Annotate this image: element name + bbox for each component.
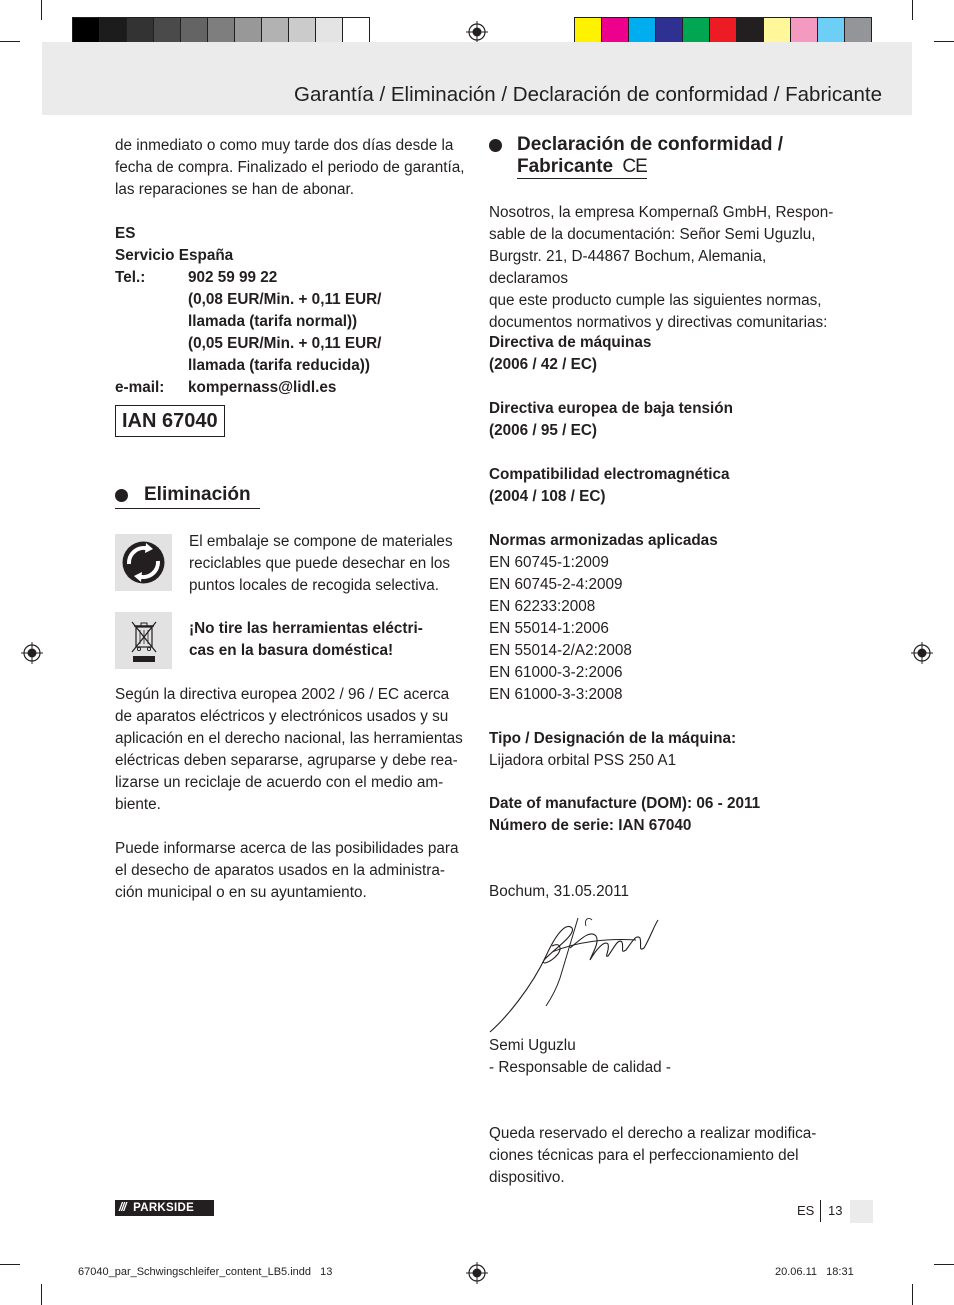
signature-image: [486, 908, 676, 1036]
declaration-intro: [489, 202, 849, 334]
directive-number: (2006 / 42 / EC): [489, 356, 597, 373]
machine-type: [489, 728, 849, 772]
service-contact: [115, 223, 475, 399]
directive-emc: [489, 464, 849, 508]
recycling-icon: [115, 534, 172, 591]
text-line: fecha de compra. Finalizado el periodo de garantía,: [115, 159, 465, 176]
section-underline: [517, 156, 647, 179]
serial-number: Número de serie: IAN 67040: [489, 817, 692, 834]
registration-mark-icon: [466, 21, 488, 43]
norm-item: EN 61000-3-2:2006: [489, 664, 623, 681]
weee-directive-paragraph: [115, 684, 475, 816]
directive-number: (2004 / 108 / EC): [489, 488, 606, 505]
page-title: Garantía / Eliminación / Declaración de conformidad / Fabricante: [294, 83, 882, 106]
recycling-icon-box: [115, 534, 172, 591]
norm-item: EN 60745-2-4:2009: [489, 576, 623, 593]
tel-rate: llamada (tarifa reducida)): [188, 357, 370, 374]
directive-name: Directiva europea de baja tensión: [489, 400, 733, 417]
text-line: dispositivo.: [489, 1169, 565, 1186]
crossed-out-bin-icon: [115, 612, 172, 669]
text-line: de inmediato o como muy tarde dos días desde la: [115, 137, 454, 154]
text-line: ¡No tire las herramientas eléctri-: [189, 620, 423, 637]
conformity-heading: [517, 134, 857, 179]
weee-icon-box: [115, 612, 172, 669]
text-line: Según la directiva europea 2002 / 96 / EC acerca: [115, 686, 450, 703]
text-line: lizarse un reciclaje de acuerdo con el medio am-: [115, 774, 444, 791]
norms-heading: Normas armonizadas aplicadas: [489, 532, 718, 549]
municipal-info-paragraph: [115, 838, 475, 904]
text-line: Nosotros, la empresa Kompernaß GmbH, Respon-: [489, 204, 834, 221]
tel-rate: llamada (tarifa normal)): [188, 313, 358, 330]
text-line: sable de la documentación: Señor Semi Uguzlu,: [489, 226, 816, 243]
email-label: e-mail:: [115, 379, 165, 396]
weee-warning: [189, 618, 469, 662]
section-underline: [115, 484, 260, 509]
text-line: eléctricas deben separarse, agruparse y debe rea-: [115, 752, 458, 769]
type-value: Lijadora orbital PSS 250 A1: [489, 752, 677, 769]
text-line: las reparaciones se han de abonar.: [115, 181, 354, 198]
disposal-heading: Eliminación: [144, 484, 251, 505]
text-line: puntos locales de recogida selectiva.: [189, 577, 440, 594]
directive-number: (2006 / 95 / EC): [489, 422, 597, 439]
text-line: reciclables que puede desechar en los: [189, 555, 451, 572]
text-line: aplicación en el derecho nacional, las herramientas: [115, 730, 463, 747]
text-line: cas en la basura doméstica!: [189, 642, 394, 659]
text-line: ción municipal o en su ayuntamiento.: [115, 884, 367, 901]
norm-item: EN 61000-3-3:2008: [489, 686, 623, 703]
norm-item: EN 62233:2008: [489, 598, 596, 615]
directive-machinery: [489, 332, 849, 376]
text-line: de aparatos eléctricos y electrónicos usados y su: [115, 708, 449, 725]
signatory-role: - Responsable de calidad -: [489, 1059, 671, 1076]
warranty-continuation: [115, 135, 475, 201]
ian-box: IAN 67040: [115, 405, 225, 437]
logo-stripes-icon: ///: [119, 1202, 126, 1214]
slug-date: 20.06.11 18:31: [775, 1266, 854, 1278]
harmonized-norms: [489, 530, 849, 706]
tel-rate: (0,08 EUR/Min. + 0,11 EUR/: [188, 291, 382, 308]
registration-mark-icon: [911, 642, 933, 664]
text-line: el desecho de aparatos usados en la administra-: [115, 862, 445, 879]
ce-mark-icon: CE: [622, 156, 647, 177]
norm-item: EN 60745-1:2009: [489, 554, 609, 571]
email-value: kompernass@lidl.es: [188, 379, 337, 396]
text-line: biente.: [115, 796, 161, 813]
type-heading: Tipo / Designación de la máquina:: [489, 730, 737, 747]
heading-line: Declaración de conformidad /: [517, 134, 784, 155]
text-line: que este producto cumple las siguientes normas,: [489, 292, 822, 309]
text-line: El embalaje se compone de materiales: [189, 533, 453, 550]
bullet-icon: [489, 139, 502, 152]
page-tab: [850, 1200, 873, 1223]
directive-name: Directiva de máquinas: [489, 334, 652, 351]
reservation-note: [489, 1123, 849, 1189]
text-line: Puede informarse acerca de las posibilidades para: [115, 840, 459, 857]
slug-filename: 67040_par_Schwingschleifer_content_LB5.indd 13: [78, 1266, 333, 1278]
text-line: documentos normativos y directivas comunitarias:: [489, 314, 828, 331]
tel-number: 902 59 99 22: [188, 269, 278, 286]
signatory: [489, 1035, 849, 1079]
text-line: ciones técnicas para el perfeccionamiento del: [489, 1147, 799, 1164]
manufacture-info: [489, 793, 849, 837]
norm-item: EN 55014-2/A2:2008: [489, 642, 632, 659]
place-and-date: Bochum, 31.05.2011: [489, 883, 630, 900]
directive-name: Compatibilidad electromagnética: [489, 466, 730, 483]
registration-mark-icon: [466, 1262, 488, 1284]
service-country: ES: [115, 225, 136, 242]
brand-name: PARKSIDE: [133, 1202, 195, 1214]
tel-rate: (0,05 EUR/Min. + 0,11 EUR/: [188, 335, 382, 352]
norm-item: EN 55014-1:2006: [489, 620, 609, 637]
packaging-text: [189, 531, 469, 597]
heading-line: Fabricante: [517, 156, 614, 177]
registration-mark-icon: [21, 642, 43, 664]
service-name: Servicio España: [115, 247, 234, 264]
footer-divider: [820, 1200, 821, 1222]
date-of-manufacture: Date of manufacture (DOM): 06 - 2011: [489, 795, 761, 812]
text-line: Burgstr. 21, D-44867 Bochum, Alemania, declaramos: [489, 248, 767, 287]
page-number: 13: [828, 1203, 843, 1218]
tel-label: Tel.:: [115, 269, 146, 286]
text-line: Queda reservado el derecho a realizar modifica-: [489, 1125, 817, 1142]
language-code: ES: [797, 1203, 815, 1218]
parkside-logo: [115, 1200, 214, 1216]
signatory-name: Semi Uguzlu: [489, 1037, 576, 1054]
directive-low-voltage: [489, 398, 849, 442]
